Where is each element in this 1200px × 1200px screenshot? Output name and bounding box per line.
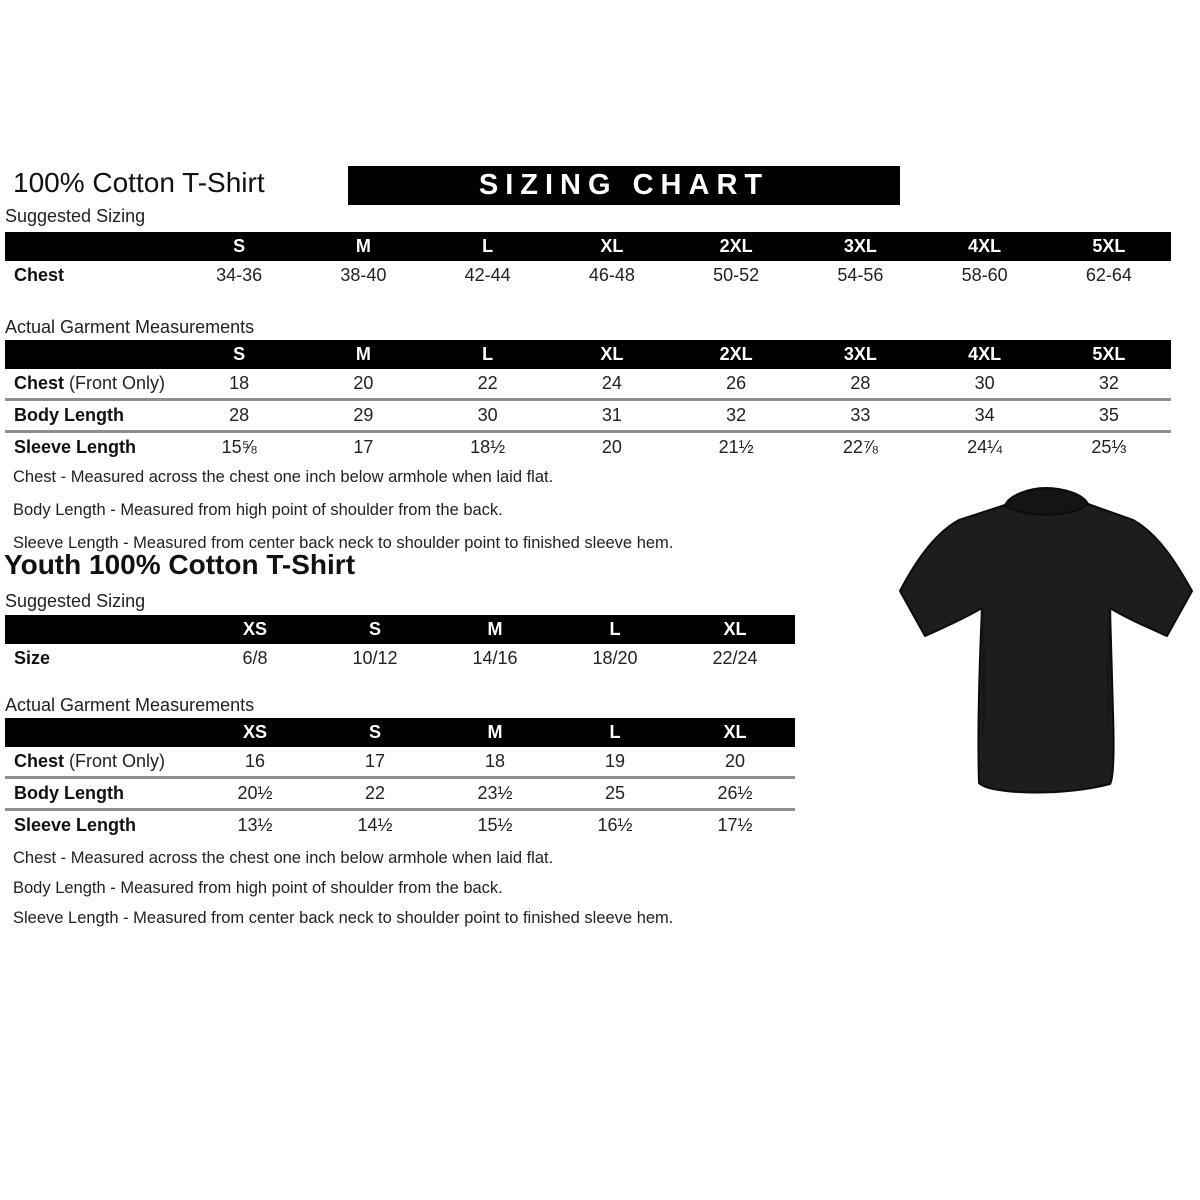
measurement-cell: 10/12 xyxy=(352,648,398,668)
row-label: Sleeve Length xyxy=(5,810,195,841)
measurement-cell: 38-40 xyxy=(340,265,387,285)
row-label: Size xyxy=(14,648,51,668)
table-header-row xyxy=(5,718,795,747)
corner-cell xyxy=(5,615,195,644)
adult-suggested-sizing-label: Suggested Sizing xyxy=(5,206,146,226)
measurement-cell: 20 xyxy=(724,751,746,771)
measurement-cell: 15½ xyxy=(435,810,555,841)
youth-actual-measurements-label: Actual Garment Measurements xyxy=(5,695,255,715)
measurement-note-line: Body Length - Measured from high point of shoulder from the back. xyxy=(13,501,503,519)
table-row xyxy=(5,369,1171,400)
measurement-cell: 28 xyxy=(177,400,301,432)
measurement-cell: 22 xyxy=(315,778,435,810)
size-column-header: L xyxy=(609,722,621,742)
measurement-note-line: Chest - Measured across the chest one inch below armhole when laid flat. xyxy=(13,849,554,867)
adult-suggested-sizing-table xyxy=(5,232,1171,290)
youth-suggested-sizing-table xyxy=(5,615,795,673)
measurement-cell: 33 xyxy=(798,400,922,432)
size-column-header: L xyxy=(482,236,494,256)
table-row xyxy=(5,747,795,778)
measurement-cell: 28 xyxy=(850,373,871,393)
adult-measurement-notes xyxy=(13,461,673,560)
measurement-cell: 18 xyxy=(229,373,250,393)
row-label: Chest (Front Only) xyxy=(14,373,166,393)
size-column-header: XL xyxy=(600,236,624,256)
measurement-cell: 24¼ xyxy=(923,432,1047,463)
measurement-cell: 14/16 xyxy=(472,648,518,668)
measurement-cell: 17½ xyxy=(675,810,795,841)
measurement-cell: 15⅝ xyxy=(177,432,301,463)
measurement-cell: 20½ xyxy=(195,778,315,810)
table-row xyxy=(5,778,795,810)
measurement-cell: 22⅞ xyxy=(798,432,922,463)
measurement-cell: 17 xyxy=(364,751,386,771)
table-header-row xyxy=(5,340,1171,369)
corner-cell xyxy=(5,718,195,747)
measurement-cell: 62-64 xyxy=(1085,265,1132,285)
measurement-cell: 16½ xyxy=(555,810,675,841)
size-column-header: XL xyxy=(723,619,747,639)
size-column-header: 5XL xyxy=(1092,344,1126,364)
size-column-header: 4XL xyxy=(968,236,1002,256)
table-header-row xyxy=(5,232,1171,261)
measurement-cell: 20 xyxy=(353,373,374,393)
row-label: Chest (Front Only) xyxy=(14,751,166,771)
measurement-note-line: Sleeve Length - Measured from center back neck to shoulder point to finished sleeve hem. xyxy=(13,909,674,927)
size-column-header: M xyxy=(355,344,371,364)
size-column-header: S xyxy=(368,722,381,742)
measurement-cell: 23½ xyxy=(435,778,555,810)
adult-actual-measurements-label: Actual Garment Measurements xyxy=(5,317,255,337)
measurement-cell: 26 xyxy=(726,373,747,393)
size-column-header: L xyxy=(482,344,494,364)
size-column-header: 5XL xyxy=(1092,236,1126,256)
measurement-cell: 58-60 xyxy=(961,265,1008,285)
table-row xyxy=(5,810,795,841)
adult-actual-measurements-table xyxy=(5,340,1171,462)
size-column-header: 4XL xyxy=(968,344,1002,364)
measurement-note-line: Chest - Measured across the chest one inch below armhole when laid flat. xyxy=(13,468,554,486)
table-row xyxy=(5,644,795,673)
measurement-cell: 30 xyxy=(974,373,995,393)
size-column-header: L xyxy=(609,619,621,639)
measurement-cell: 19 xyxy=(604,751,626,771)
measurement-cell: 34-36 xyxy=(216,265,263,285)
measurement-cell: 16 xyxy=(244,751,266,771)
corner-cell xyxy=(5,232,177,261)
measurement-note-line: Sleeve Length - Measured from center back neck to shoulder point to finished sleeve hem. xyxy=(13,534,674,552)
measurement-cell: 32 xyxy=(1098,373,1119,393)
measurement-cell: 14½ xyxy=(315,810,435,841)
size-column-header: M xyxy=(487,619,503,639)
table-row xyxy=(5,400,1171,432)
size-column-header: XL xyxy=(723,722,747,742)
youth-suggested-sizing-label: Suggested Sizing xyxy=(5,591,146,611)
measurement-cell: 22/24 xyxy=(712,648,758,668)
table-row xyxy=(5,432,1171,463)
youth-measurement-notes xyxy=(13,843,673,933)
measurement-cell: 6/8 xyxy=(242,648,268,668)
row-label: Sleeve Length xyxy=(5,432,177,463)
measurement-cell: 31 xyxy=(550,400,674,432)
size-column-header: S xyxy=(233,236,246,256)
youth-section-title: Youth 100% Cotton T-Shirt xyxy=(4,549,356,580)
size-column-header: S xyxy=(368,619,381,639)
measurement-cell: 13½ xyxy=(195,810,315,841)
sizing-chart-banner xyxy=(348,166,900,205)
measurement-cell: 17 xyxy=(301,432,425,463)
size-column-header: 2XL xyxy=(719,344,753,364)
measurement-cell: 54-56 xyxy=(837,265,884,285)
measurement-cell: 20 xyxy=(550,432,674,463)
measurement-cell: 24 xyxy=(601,373,622,393)
measurement-cell: 25 xyxy=(555,778,675,810)
size-column-header: M xyxy=(487,722,503,742)
size-column-header: XL xyxy=(600,344,624,364)
youth-actual-measurements-table xyxy=(5,718,795,840)
measurement-cell: 32 xyxy=(674,400,798,432)
measurement-cell: 35 xyxy=(1047,400,1171,432)
table-row xyxy=(5,261,1171,290)
row-label: Body Length xyxy=(5,778,195,810)
measurement-note-line: Body Length - Measured from high point of shoulder from the back. xyxy=(13,879,503,897)
size-column-header: 3XL xyxy=(843,236,877,256)
tshirt-product-image xyxy=(893,478,1200,802)
row-label: Body Length xyxy=(5,400,177,432)
measurement-cell: 18 xyxy=(484,751,506,771)
measurement-cell: 26½ xyxy=(675,778,795,810)
measurement-cell: 25⅓ xyxy=(1047,432,1171,463)
measurement-cell: 42-44 xyxy=(464,265,511,285)
row-label: Chest xyxy=(14,265,65,285)
page-title: 100% Cotton T-Shirt xyxy=(13,167,265,198)
table-header-row xyxy=(5,615,795,644)
measurement-cell: 34 xyxy=(923,400,1047,432)
measurement-cell: 22 xyxy=(477,373,498,393)
size-column-header: 2XL xyxy=(719,236,753,256)
size-column-header: S xyxy=(233,344,246,364)
size-column-header: M xyxy=(355,236,371,256)
black-tshirt-icon xyxy=(893,478,1200,802)
corner-cell xyxy=(5,340,177,369)
sizing-chart-banner-label: SIZING CHART xyxy=(478,169,770,201)
size-column-header: XS xyxy=(242,619,267,639)
measurement-cell: 29 xyxy=(301,400,425,432)
measurement-cell: 50-52 xyxy=(713,265,760,285)
measurement-cell: 18½ xyxy=(426,432,550,463)
measurement-cell: 21½ xyxy=(674,432,798,463)
measurement-cell: 30 xyxy=(426,400,550,432)
size-column-header: XS xyxy=(242,722,267,742)
measurement-cell: 46-48 xyxy=(588,265,635,285)
size-column-header: 3XL xyxy=(843,344,877,364)
measurement-cell: 18/20 xyxy=(592,648,638,668)
